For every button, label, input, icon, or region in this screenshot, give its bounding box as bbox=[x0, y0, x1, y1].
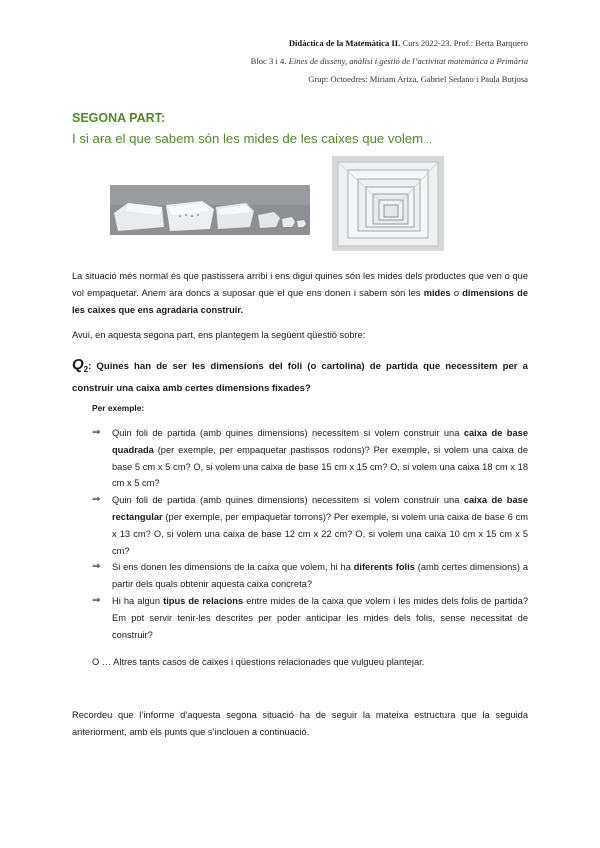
header-bloc-line: Bloc 3 i 4. Eines de disseny, anàlisi i gestió de l’activitat matemàtica a Primària bbox=[250, 56, 528, 66]
intro-paragraph: La situació més normal és que pastissera arribi i ens digui quines són les mides dels productes que ven o que vol empaquetar. Anem ara doncs a suposar que el que ens donen i sabem són les mides o dimensions de les caixes que ens agradaria construir. bbox=[72, 271, 529, 315]
list-item: ⇒ Si ens donen les dimensions de la caixa que volem, hi ha diferents folis (amb certes dimensions) a partir dels quals obtenir aquesta caixa concreta? bbox=[92, 561, 528, 590]
example-label: Per exemple: bbox=[92, 403, 145, 413]
closing-paragraph: Recordeu que l’informe d’aquesta segona situació ha de seguir la mateixa estructura que la seguida anteriorment, amb els punts que s’inclouen a continuació. bbox=[72, 710, 528, 737]
section-title: SEGONA PART: bbox=[72, 111, 166, 125]
photo-nested-boxes bbox=[332, 156, 444, 251]
question-q2: $Q_2$: Quines han de ser les dimensions del foli (o cartolina) de partida que necessitem per a construir una caixa amb certes dimensions fixades? bbox=[72, 356, 528, 394]
header-course-line: Didàctica de la Matemàtica II. Curs 2022-23. Prof.: Berta Barquero bbox=[288, 38, 528, 48]
list-item: ⇒ Quin foli de partida (amb quines dimensions) necessitem si volem construir una caixa de base rectangular (per exemple, per empaquetar torrons)? Per exemple, si volem una caixa de base 6 cm x 13 cm? O, si volem una caixa de base 12 cm x 22 cm? O, si volem una caixa 10 cm x 15 cm x 5 cm? bbox=[92, 494, 528, 556]
list-item: ⇒ Hi ha algun tipus de relacions entre mides de la caixa que volem i les mides dels folis de partida? Em pot servir tenir-les descrites per poder anticipar les mides dels folis, sense necessitat de construir? bbox=[92, 594, 528, 640]
examples-list bbox=[92, 425, 528, 643]
header-group-line: Grup: Octoedres: Miriam Ariza, Gabriel Sedano i Paula Butjosa bbox=[308, 74, 528, 84]
list-item: ⇒ Quin foli de partida (amb quines dimensions) necessitem si volem construir una caixa de base quadrada (per exemple, per empaquetar pastissos rodons)? Per exemple, si volem una caixa de base 5 cm x 5 cm? O, si volem una caixa de base 15 cm x 15 cm? O, si volem una caixa 18 cm x 18 cm x 5 cm? bbox=[92, 427, 528, 489]
photo-paper-boxes-row bbox=[110, 185, 310, 235]
arrow-icon: ⇒ bbox=[92, 494, 101, 506]
arrow-icon: ⇒ bbox=[92, 561, 101, 573]
arrow-icon: ⇒ bbox=[92, 427, 101, 438]
other-cases-line: O … Altres tants casos de caixes i qüestions relacionades que vulgueu plantejar. bbox=[92, 657, 425, 667]
section-subtitle: I si ara el que sabem són les mides de les caixes que volem… bbox=[72, 131, 434, 146]
question-intro: Avui, en aquesta segona part, ens plantegem la següent qüestió sobre: bbox=[72, 330, 366, 340]
arrow-icon: ⇒ bbox=[92, 594, 101, 606]
